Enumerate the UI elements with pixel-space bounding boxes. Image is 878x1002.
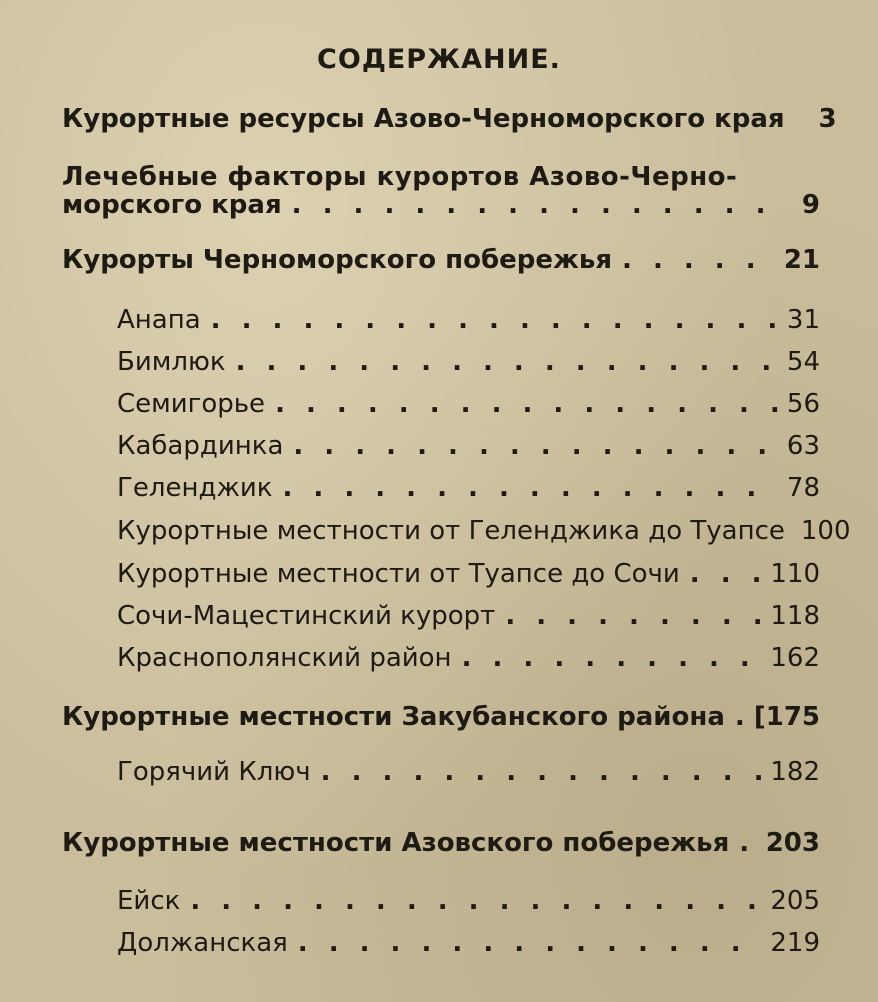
toc-entry-page: 78 — [786, 473, 820, 503]
dot-leader — [211, 305, 778, 335]
page-title: СОДЕРЖАНИЕ. — [317, 44, 561, 75]
toc-entry-page: 54 — [786, 347, 820, 377]
toc-entry-page: [175 — [753, 702, 820, 732]
toc-entry — [62, 702, 820, 732]
toc-entry-label: Курортные местности от Геленджика до Туапсе — [117, 516, 785, 546]
toc-entry — [62, 828, 820, 858]
toc-entry-page: 162 — [770, 643, 820, 673]
toc-entry-page: 182 — [770, 757, 820, 787]
toc-entry-page: 205 — [770, 886, 820, 916]
toc-entry-page: 118 — [770, 601, 820, 631]
dot-leader — [739, 828, 759, 858]
dot-leader — [690, 559, 765, 589]
dot-leader — [293, 431, 778, 461]
dot-leader — [275, 389, 778, 419]
toc-entry-label: Бимлюк — [117, 347, 226, 377]
toc-entry-label: морского края — [62, 190, 282, 220]
toc-entry — [62, 190, 820, 220]
toc-entry — [117, 473, 820, 503]
dot-leader — [462, 643, 765, 673]
toc-entry — [117, 347, 820, 377]
dot-leader — [622, 245, 778, 275]
dot-leader — [292, 190, 778, 220]
toc-entry-page: 9 — [801, 190, 820, 220]
toc-entry-label: Курортные местности от Туапсе до Сочи — [117, 559, 680, 589]
toc-entry — [117, 516, 851, 546]
toc-entry-page: 3 — [818, 104, 837, 134]
dot-leader — [298, 928, 765, 958]
dot-leader — [282, 473, 778, 503]
dot-leader — [190, 886, 764, 916]
toc-entry-label: Горячий Ключ — [117, 757, 311, 787]
toc-entry — [117, 431, 820, 461]
dot-leader — [505, 601, 764, 631]
toc-entry — [117, 757, 820, 787]
toc-entry-page: 63 — [786, 431, 820, 461]
toc-entry — [117, 559, 820, 589]
toc-entry-page: 219 — [770, 928, 820, 958]
toc-entry-first-line: Лечебные факторы курортов Азово-Черно- — [62, 162, 738, 192]
toc-entry-label: Курортные ресурсы Азово-Черноморского края — [62, 104, 785, 134]
toc-entry-page: 21 — [783, 245, 820, 275]
toc-entry — [62, 104, 837, 134]
dot-leader — [321, 757, 765, 787]
toc-entry-page: 100 — [800, 516, 851, 546]
toc-entry — [117, 643, 820, 673]
toc-entry-label: Сочи-Мацестинский курорт — [117, 601, 496, 631]
toc-entry-label: Курортные местности Закубанского района — [62, 702, 725, 732]
toc-entry-page: 110 — [770, 559, 820, 589]
toc-entry — [117, 305, 820, 335]
toc-entry-page: 203 — [765, 828, 820, 858]
toc-entry-label: Ейск — [117, 886, 181, 916]
toc-entry-label: Семигорье — [117, 389, 266, 419]
toc-entry-label: Кабардинка — [117, 431, 284, 461]
toc-entry — [117, 886, 820, 916]
toc-entry-label: Курорты Черноморского побережья — [62, 245, 613, 275]
toc-entry-label: Анапа — [117, 305, 201, 335]
toc-entry-label: Геленджик — [117, 473, 273, 503]
dot-leader — [735, 702, 748, 732]
toc-entry — [117, 601, 820, 631]
toc-entry-label: Краснополянский район — [117, 643, 452, 673]
toc-entry-label: Должанская — [117, 928, 288, 958]
toc-entry — [117, 389, 820, 419]
toc-entry-page: 56 — [786, 389, 820, 419]
dot-leader — [236, 347, 778, 377]
toc-entry — [62, 245, 820, 275]
toc-entry-page: 31 — [786, 305, 820, 335]
toc-entry — [117, 928, 820, 958]
toc-entry-label: Курортные местности Азовского побережья — [62, 828, 730, 858]
